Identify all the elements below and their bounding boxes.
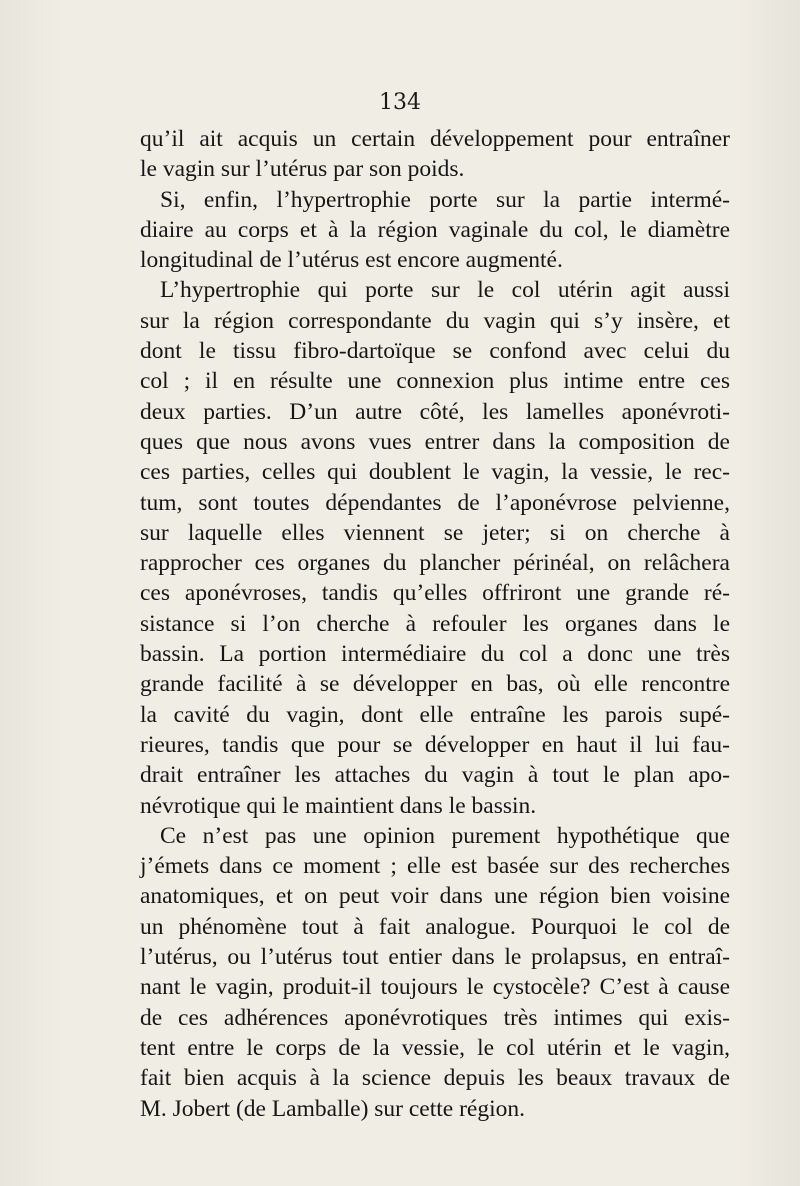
text-line: tent entre le corps de la vessie, le col utérin et le vagin,: [140, 1034, 730, 1061]
text-line: rieures, tandis que pour se développer en haut il lui fau-: [140, 731, 730, 758]
text-line: Ce n’est pas une opinion purement hypothétique que: [160, 822, 730, 849]
text-line: fait bien acquis à la science depuis les beaux travaux de: [140, 1065, 730, 1092]
text-line: ques que nous avons vues entrer dans la composition de: [140, 428, 730, 455]
text-line: M. Jobert (de Lamballe) sur cette région.: [140, 1095, 525, 1122]
body-text: [140, 124, 730, 1124]
text-line: un phénomène tout à fait analogue. Pourquoi le col de: [140, 913, 730, 940]
text-line: qu’il ait acquis un certain développement pour entraîner: [140, 126, 730, 152]
text-line: longitudinal de l’utérus est encore augmenté.: [140, 247, 563, 274]
text-line: nant le vagin, produit-il toujours le cystocèle? C’est à cause: [140, 974, 730, 1001]
text-line: rapprocher ces organes du plancher périnéal, on relâchera: [140, 550, 730, 577]
text-line: l’utérus, ou l’utérus tout entier dans le prolapsus, en entraî-: [140, 944, 730, 971]
page-number: 134: [379, 90, 421, 115]
text-line: bassin. La portion intermédiaire du col a donc une très: [140, 641, 730, 668]
text-line: névrotique qui le maintient dans le bassin.: [140, 792, 537, 819]
text-line: sur la région correspondante du vagin qui s’y insère, et: [140, 307, 730, 334]
text-line: L’hypertrophie qui porte sur le col utérin agit aussi: [160, 277, 730, 304]
text-line: sistance si l’on cherche à refouler les organes dans le: [140, 610, 730, 637]
text-line: sur laquelle elles viennent se jeter; si on cherche à: [140, 519, 730, 546]
text-line: tum, sont toutes dépendantes de l’aponévrose pelvienne,: [140, 489, 730, 516]
text-line: de ces adhérences aponévrotiques très intimes qui exis-: [140, 1004, 730, 1031]
text-line: dont le tissu fibro-dartoïque se confond avec celui du: [140, 338, 730, 365]
text-line: grande facilité à se développer en bas, où elle rencontre: [140, 671, 730, 698]
text-line: diaire au corps et à la région vaginale du col, le diamètre: [140, 216, 730, 243]
text-line: ces aponévroses, tandis qu’elles offriront une grande ré-: [140, 580, 730, 607]
text-line: col ; il en résulte une connexion plus intime entre ces: [140, 368, 730, 395]
text-line: j’émets dans ce moment ; elle est basée sur des recherches: [140, 853, 730, 880]
text-line: anatomiques, et on peut voir dans une région bien voisine: [140, 883, 730, 910]
text-line: le vagin sur l’utérus par son poids.: [140, 156, 465, 183]
text-line: ces parties, celles qui doublent le vagin, la vessie, le rec-: [140, 459, 730, 486]
text-line: deux parties. D’un autre côté, les lamelles aponévroti-: [140, 398, 730, 425]
text-line: Si, enfin, l’hypertrophie porte sur la partie intermé-: [160, 186, 730, 213]
text-line: drait entraîner les attaches du vagin à tout le plan apo-: [140, 762, 730, 789]
text-line: la cavité du vagin, dont elle entraîne les parois supé-: [140, 701, 730, 728]
